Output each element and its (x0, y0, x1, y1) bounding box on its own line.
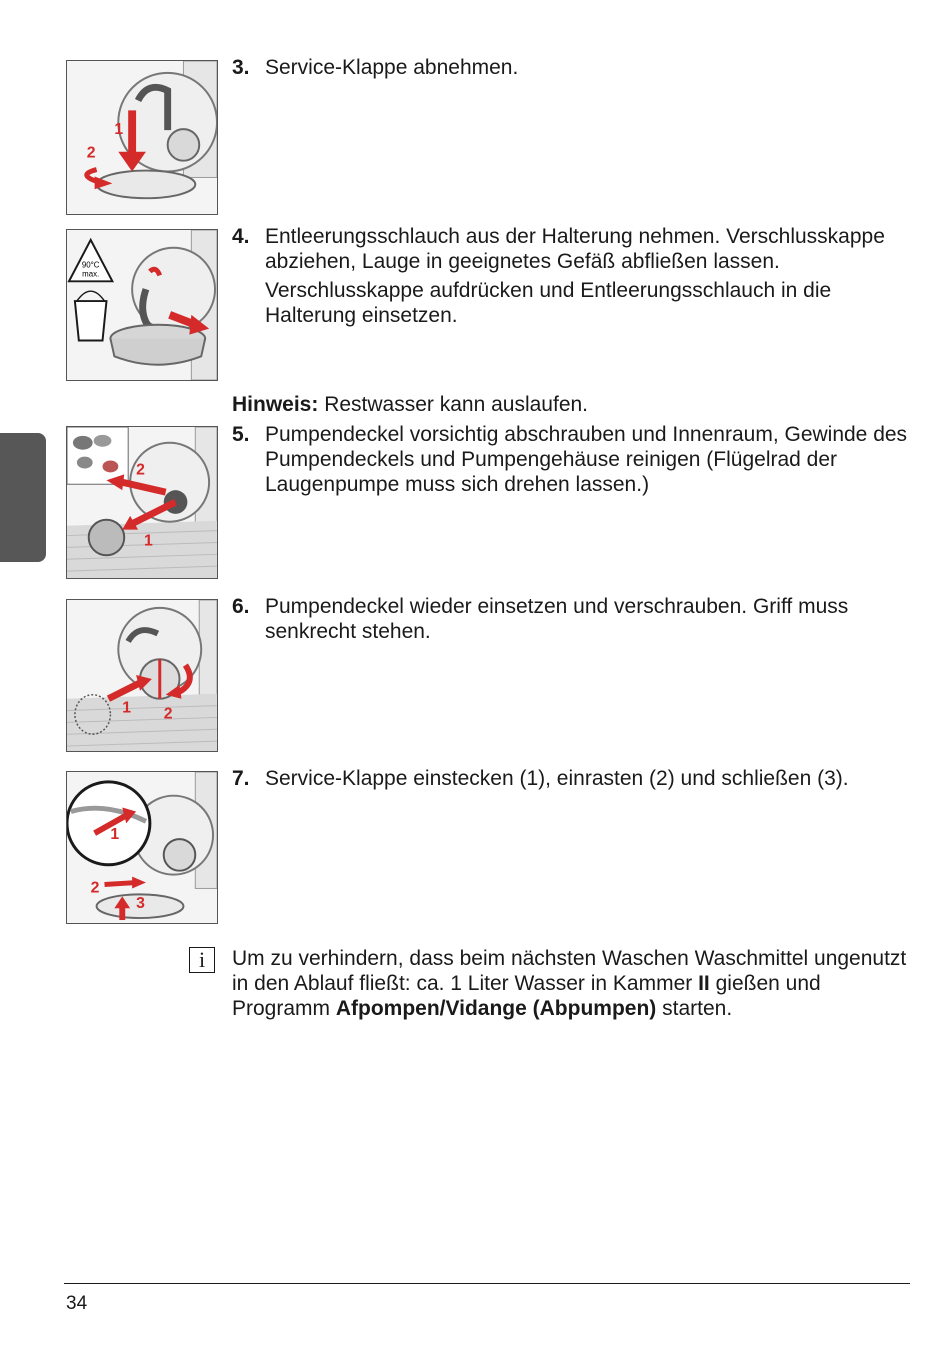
step-paragraph: Service-Klappe einstecken (1), einrasten (2) und schließen (3). (265, 767, 849, 790)
step-number: 6. (232, 595, 250, 618)
step-number: 7. (232, 767, 250, 790)
figure-step-7-callout-1: 1 (110, 826, 120, 844)
step-5 (232, 422, 912, 497)
figure-step-5-callout-2: 2 (136, 461, 145, 479)
bucket-icon (75, 301, 107, 340)
info-text-after: starten. (656, 997, 733, 1020)
figure-step-4 (66, 229, 218, 381)
figure-step-5-callout-1: 1 (143, 532, 153, 550)
chapter-side-tab (0, 433, 46, 562)
info-icon: i (189, 947, 215, 973)
step-paragraph: Verschlusskappe aufdrücken und Entleerungsschlauch in die Halterung einsetzen. (265, 279, 832, 327)
step-number: 5. (232, 423, 250, 446)
step-paragraph: Pumpendeckel vorsichtig abschrauben und Innenraum, Gewinde des Pumpendeckels und Pumpengehäuse reinigen (Flügelrad der Laugenpumpe muss sich drehen lassen.) (265, 423, 908, 496)
info-note (232, 946, 912, 1021)
hint-label: Hinweis: (232, 393, 319, 416)
figure-step-7 (66, 771, 218, 924)
figure-step-3-callout-2: 2 (86, 144, 96, 162)
warning-temp-label: 90°C (81, 260, 100, 270)
step-6 (232, 594, 912, 644)
step-paragraph: Pumpendeckel wieder einsetzen und verschrauben. Griff muss senkrecht stehen. (265, 595, 849, 643)
step-number: 3. (232, 56, 250, 79)
info-text-before: Um zu verhindern, dass beim nächsten Waschen Waschmittel ungenutzt in den Ablauf fließt: ca. 1 Liter Wasser in Kammer (232, 947, 907, 995)
figure-step-3 (66, 60, 218, 215)
info-text-middle: gießen und Programm (232, 972, 821, 1020)
step-4 (232, 224, 912, 328)
footer-divider (64, 1283, 910, 1284)
info-chamber: II (698, 972, 710, 995)
step-paragraph: Service-Klappe abnehmen. (265, 56, 519, 79)
figure-step-6 (66, 599, 218, 752)
step-number: 4. (232, 225, 250, 248)
figure-step-7-callout-3: 3 (136, 895, 145, 913)
hint (232, 392, 912, 417)
info-program: Afpompen/Vidange (Abpumpen) (335, 997, 657, 1020)
figure-step-5 (66, 426, 218, 579)
step-3 (232, 55, 912, 80)
figure-step-6-callout-2: 2 (163, 705, 173, 723)
step-7 (232, 766, 912, 791)
step-paragraph: Entleerungsschlauch aus der Halterung nehmen. Verschlusskappe abziehen, Lauge in geeignetes Gefäß abfließen lassen. (265, 225, 885, 273)
hint-text: Restwasser kann auslaufen. (324, 393, 589, 416)
page-number: 34 (66, 1293, 88, 1314)
figure-step-3-callout-1: 1 (114, 121, 124, 139)
figure-step-7-callout-2: 2 (90, 879, 100, 897)
figure-step-6-callout-1: 1 (122, 699, 132, 717)
warning-max-label: max. (82, 269, 100, 279)
